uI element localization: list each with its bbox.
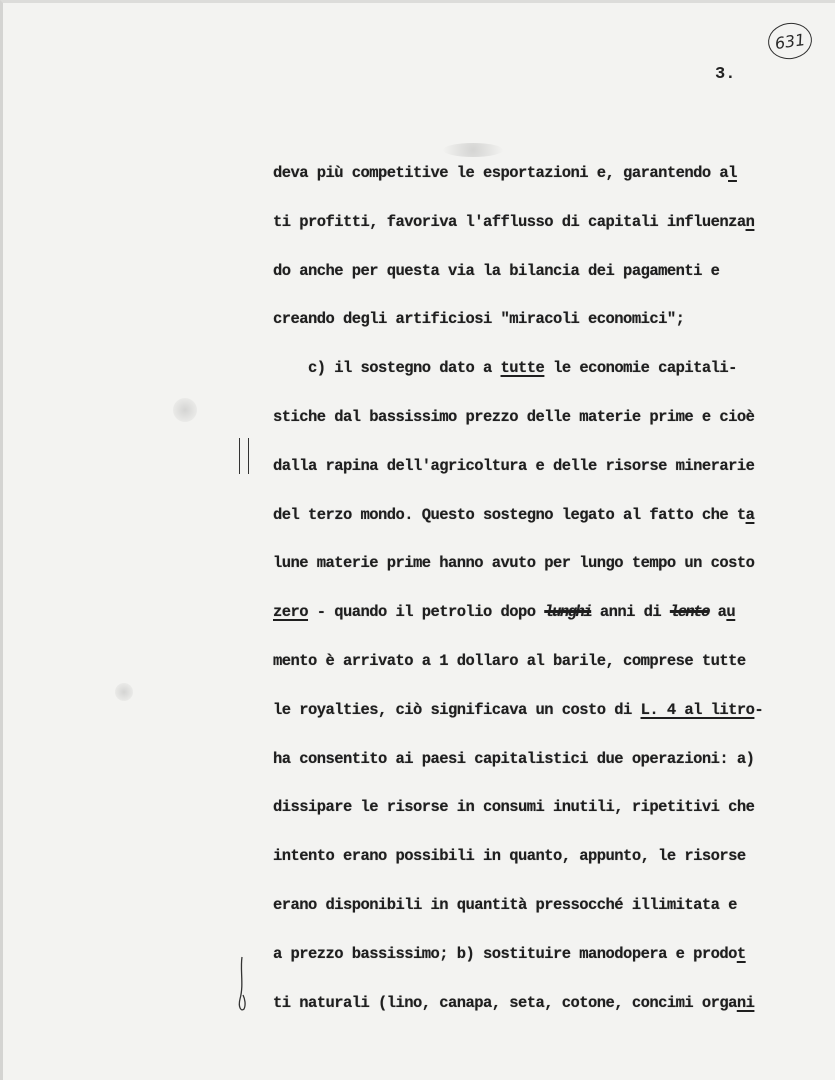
underlined-text: u	[726, 603, 736, 622]
text-segment: do anche per questa via la bilancia dei pagamenti e	[273, 261, 720, 280]
text-segment: ti profitti, favoriva l'afflusso di capitali influenza	[273, 212, 746, 231]
text-segment: - quando il petrolio dopo	[308, 603, 545, 622]
underlined-text: ni	[736, 993, 755, 1012]
text-line	[273, 645, 833, 694]
margin-double-line-mark	[239, 438, 249, 474]
text-segment: lune materie prime hanno avuto per lungo tempo un costo	[273, 554, 755, 573]
page-number: 3.	[715, 65, 736, 84]
underlined-text: a	[745, 505, 755, 524]
text-segment: ha consentito ai paesi capitalistici due operazioni: a)	[273, 749, 755, 768]
text-line	[273, 987, 833, 1036]
text-segment: dissipare le risorse in consumi inutili, ripetitivi che	[273, 798, 755, 817]
paper-smudge	[173, 398, 197, 422]
underlined-text: L. 4 al litro	[640, 700, 755, 719]
text-line	[273, 596, 833, 645]
text-line	[273, 547, 833, 596]
text-segment: del terzo mondo. Questo sostegno legato al fatto che t	[273, 505, 746, 524]
text-segment: a	[708, 603, 727, 622]
text-line	[273, 206, 833, 255]
text-line	[273, 743, 833, 792]
text-segment: le economie capitali-	[544, 359, 737, 378]
paper-smudge	[443, 143, 503, 157]
text-segment: creando degli artificiosi "miracoli economici";	[273, 310, 685, 329]
underlined-text: n	[745, 212, 755, 231]
text-segment: dalla rapina dell'agricoltura e delle risorse minerarie	[273, 456, 755, 475]
text-segment: erano disponibili in quantità pressocché illimitata e	[273, 895, 737, 914]
text-line	[273, 303, 833, 352]
text-line	[273, 694, 833, 743]
text-segment: a prezzo bassissimo; b) sostituire manodopera e prodo	[273, 944, 737, 963]
text-segment: -	[754, 700, 764, 719]
struck-word: lento	[669, 603, 709, 622]
text-line	[273, 791, 833, 840]
struck-word: lunghi	[544, 603, 592, 622]
text-segment: stiche dal bassissimo prezzo delle materie prime e cioè	[273, 407, 755, 426]
underlined-text: zero	[273, 603, 309, 622]
text-segment: deva più competitive le esportazioni e, garantendo a	[273, 164, 729, 182]
text-segment: c) il sostegno dato a	[273, 359, 501, 378]
text-line	[273, 352, 833, 401]
archive-number-circled: 631	[766, 20, 815, 62]
text-segment: le royalties, ciò significava un costo di	[273, 700, 641, 719]
underlined-text: t	[736, 944, 746, 963]
text-line	[273, 938, 833, 987]
text-segment: ti naturali (lino, canapa, seta, cotone, concimi orga	[273, 993, 737, 1012]
text-line	[273, 499, 833, 548]
text-line	[273, 450, 833, 499]
text-segment: anni di	[591, 603, 670, 622]
text-segment: mento è arrivato a 1 dollaro al barile, comprese tutte	[273, 651, 746, 670]
underlined-text: tutte	[500, 359, 545, 378]
text-line	[273, 840, 833, 889]
underlined-text: l	[728, 164, 737, 182]
paper-smudge	[115, 683, 133, 701]
text-line	[273, 255, 833, 304]
text-segment: intento erano possibili in quanto, appunto, le risorse	[273, 847, 746, 866]
text-line	[273, 401, 833, 450]
text-line	[273, 157, 833, 206]
margin-bracket-mark	[237, 955, 247, 1013]
text-line	[273, 889, 833, 938]
typewritten-text	[273, 157, 833, 1035]
